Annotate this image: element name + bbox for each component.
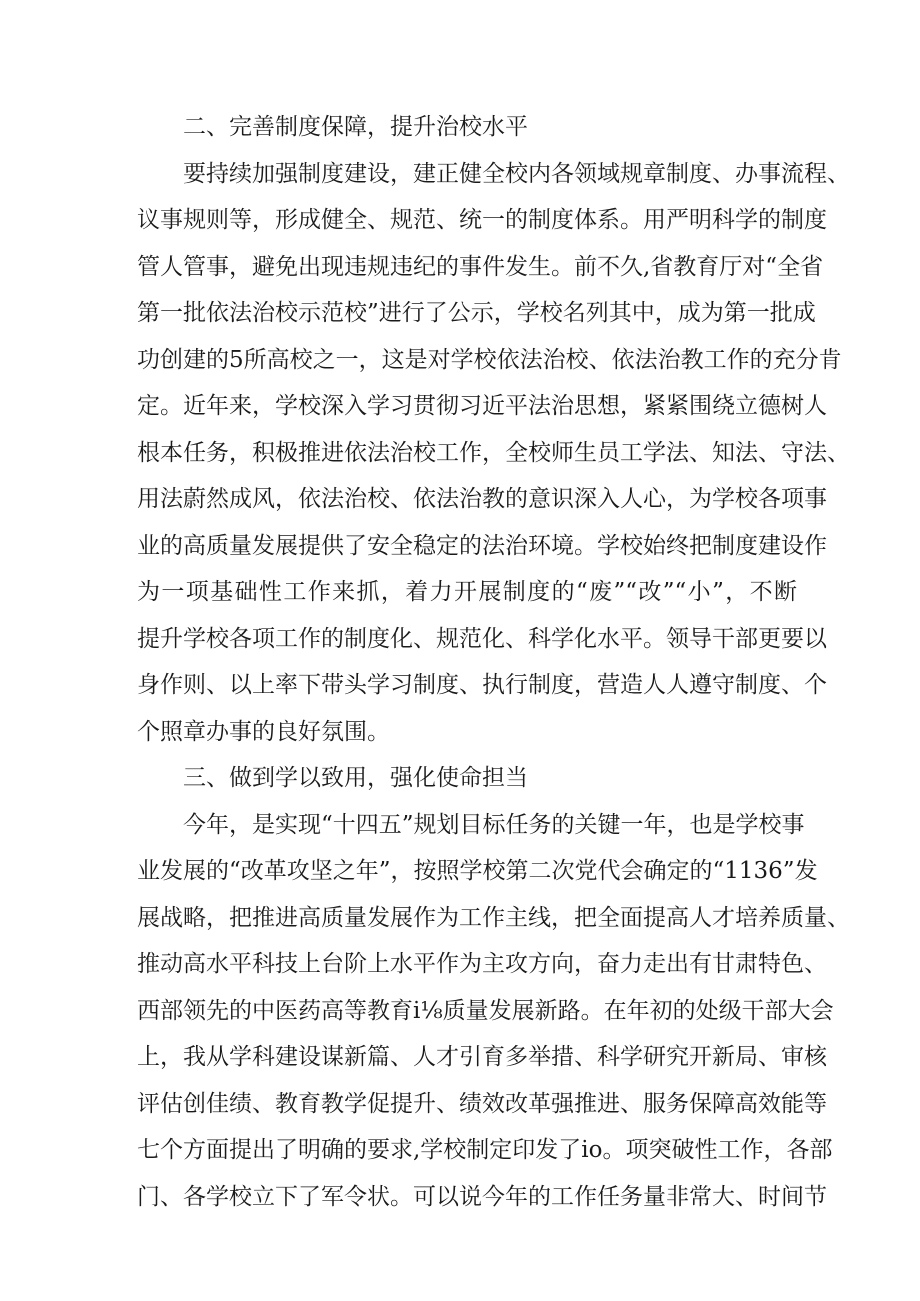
paragraph-line: 业的高质量发展提供了安全稳定的法治环境。学校始终把制度建设作 [137,532,827,559]
paragraph-line: 七个方面提出了明确的要求,学校制定印发了io。项突破性工作，各部 [137,1137,833,1163]
paragraph-line: 业发展的“改革攻坚之年”，按照学校第二次党代会确定的“1136”发 [137,858,818,884]
paragraph-line: 身作则、以上率下带头学习制度、执行制度，营造人人遵守制度、个 [137,672,827,698]
paragraph-line: 管人管事，避免出现违规违纪的事件发生。前不久,省教育厅对“全省 [137,253,824,280]
paragraph-line: 功创建的5所高校之一，这是对学校依法治校、依法治教工作的充分肯 [137,346,842,373]
paragraph-line: 根本任务，积极推进依法治校工作，全校师生员工学法、知法、守法、 [137,439,850,466]
paragraph-line: 评估创佳绩、教育教学促提升、绩效改革强推进、服务保障高效能等 [137,1090,827,1117]
paragraph-line: 推动高水平科技上台阶上水平作为主攻方向，奋力走出有甘肃特色、 [137,951,827,977]
paragraph-line: 西部领先的中医药高等教育i⅛质量发展新路。在年初的处级干部大会 [137,997,834,1024]
paragraph-line: 提升学校各项工作的制度化、规范化、科学化水平。领导干部更要以 [137,625,827,652]
paragraph-line: 定。近年来，学校深入学习贯彻习近平法治思想，紧紧围绕立德树人 [137,393,827,419]
paragraph-line: 第一批依法治校示范校”进行了公示，学校名列其中，成为第一批成 [137,300,816,326]
paragraph-line: 用法蔚然成风，依法治校、依法治教的意识深入人心，为学校各项事 [137,486,827,512]
paragraph-line: 今年，是实现“十四五”规划目标任务的关键一年，也是学校事 [183,811,805,838]
paragraph-line: 为一项基础性工作来抓，着力开展制度的“废”“改”“小”，不断 [137,579,797,605]
paragraph-line: 展战略，把推进高质量发展作为工作主线，把全面提高人才培养质量、 [137,904,850,931]
section-heading-2: 二、完善制度保障，提升治校水平 [183,114,528,140]
paragraph-line: 议事规则等，形成健全、规范、统一的制度体系。用严明科学的制度 [137,207,827,233]
section-heading-3: 三、做到学以致用，强化使命担当 [183,765,528,791]
paragraph-line: 门、各学校立下了军令状。可以说今年的工作任务量非常大、时间节 [137,1183,827,1210]
paragraph-line: 上，我从学科建设谋新篇、人才引育多举措、科学研究开新局、审核 [137,1044,827,1070]
paragraph-line: 要持续加强制度建设，建正健全校内各领域规章制度、办事流程、 [183,160,850,187]
paragraph-line: 个照章办事的良好氛围。 [137,718,390,745]
document-body [137,104,850,1220]
